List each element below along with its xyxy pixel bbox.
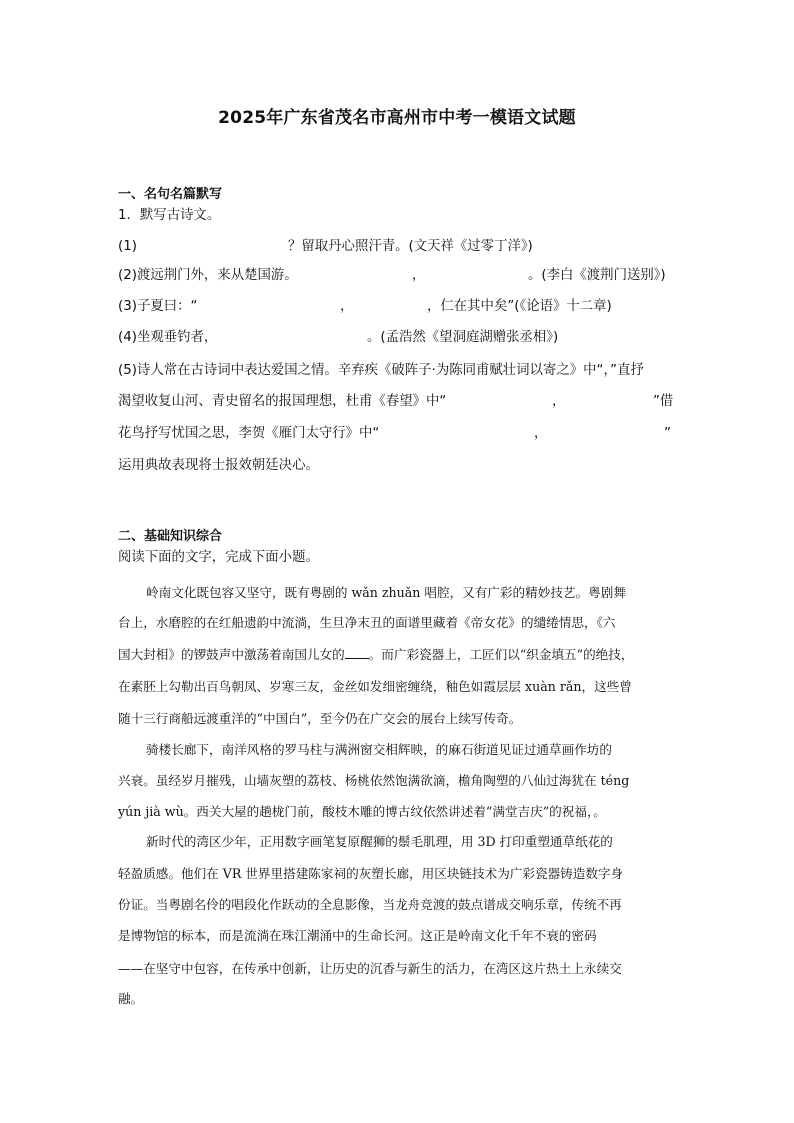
item-1-text: ？留取丹心照汗青。(文天祥《过零丁洋》): [288, 239, 533, 254]
item-5-line-2-a: 渴望收复山河、青史留名的报国理想，杜甫《春望》中“: [118, 394, 447, 409]
paragraph-2-line-1: 骑楼长廊下，南洋风格的罗马柱与满洲窗交相辉映，的麻石街道见证过通草画作坊的: [146, 742, 612, 757]
item-3-text-c: ，仁在其中矣”(《论语》十二章): [427, 299, 612, 314]
question-1-label: 1．默写古诗文。: [118, 208, 221, 223]
item-2-text-a: (2)渡远荆门外，来从楚国游。: [118, 268, 298, 283]
paragraph-3-line-6: 融。: [118, 991, 144, 1006]
paragraph-1-line-3-b: 。而广彩瓷器上，工匠们以“织金填五”的绝技，: [368, 647, 634, 662]
item-5-line-2-b: ，: [552, 394, 566, 409]
paragraph-2-line-3: yún jià wù。西关大屋的趟栊门前，酸枝木雕的博古纹依然讲述着“满堂吉庆”的祝福，。: [118, 804, 606, 819]
page-title: 2025年广东省茂名市高州市中考一模语文试题: [218, 108, 576, 128]
item-2-text-c: 。(李白《渡荆门送别》): [528, 268, 666, 283]
paragraph-3-line-4: 是博物馆的标本，而是流淌在珠江潮涌中的生命长河。这正是岭南文化千年不衰的密码: [118, 928, 597, 943]
section-heading-2: 二、基础知识综合: [118, 529, 223, 544]
item-5-line-3-b: ，: [534, 426, 548, 441]
item-5-line-1: (5)诗人常在古诗词中表达爱国之情。辛弃疾《破阵子·为陈同甫赋壮词以寄之》中“，”直抒: [118, 363, 644, 378]
item-3-text-a: (3)子夏曰：“: [118, 299, 198, 314]
item-5-line-3-a: 花鸟抒写忧国之思，李贺《雁门太守行》中“: [118, 426, 380, 441]
paragraph-1-line-2: 台上，水磨腔的在红船遗韵中流淌，生旦净末丑的面谱里藏着《帝女花》的缱绻情思，《六: [118, 615, 616, 630]
reading-passage: [118, 0, 678, 1123]
fill-in-blank: [345, 647, 369, 659]
paragraph-3-line-2: 轻盈质感。他们在 VR 世界里搭建陈家祠的灰塑长廊，用区块链技术为广彩瓷器铸造数字身: [118, 866, 624, 881]
paragraph-1-line-3: [118, 644, 633, 663]
paragraph-2-line-2: 兴衰。虽经岁月摧残，山墙灰塑的荔枝、杨桃依然饱满欲滴，檐角陶塑的八仙过海犹在 téng: [118, 773, 630, 788]
paragraph-3-line-1: 新时代的湾区少年，正用数字画笔复原醒狮的鬃毛肌理，用 3D 打印重塑通草纸花的: [146, 834, 613, 849]
item-4-text-a: (4)坐观垂钓者，: [118, 330, 218, 345]
paragraph-3-line-5: ——在坚守中包容，在传承中创新，让历史的沉香与新生的活力，在湾区这片热土上永续交: [118, 961, 622, 976]
paragraph-1-line-4: 在素胚上勾勒出百鸟朝凤、岁寒三友，金丝如发细密缠绕，釉色如霞层层 xuàn rǎn，这些曾: [118, 679, 632, 694]
item-5-line-3-c: ”: [664, 426, 671, 441]
paragraph-1-line-1: 岭南文化既包容又坚守，既有粤剧的 wǎn zhuǎn 唱腔，又有广彩的精妙技艺。粤剧舞: [146, 585, 626, 600]
item-4-text-b: 。(孟浩然《望洞庭湖赠张丞相》): [367, 330, 559, 345]
item-2-text-b: ，: [412, 268, 426, 283]
item-5-line-2-c: ”借: [653, 394, 674, 409]
section-2-intro: 阅读下面的文字，完成下面小题。: [118, 550, 319, 565]
paragraph-1-line-5: 随十三行商船远渡重洋的“中国白”，至今仍在广交会的展台上续写传奇。: [118, 711, 522, 726]
section-heading-1: 一、名句名篇默写: [118, 187, 223, 202]
item-3-text-b: ，: [340, 299, 354, 314]
item-1-number: (1): [118, 239, 137, 254]
paragraph-1-line-3-a: 国大封相》的锣鼓声中激荡着南国儿女的: [118, 647, 345, 662]
paragraph-3-line-3: 份证。当粤剧名伶的唱段化作跃动的全息影像，当龙舟竞渡的鼓点谱成交响乐章，传统不再: [118, 897, 622, 912]
item-5-line-4: 运用典故表现将士报效朝廷决心。: [118, 458, 319, 473]
